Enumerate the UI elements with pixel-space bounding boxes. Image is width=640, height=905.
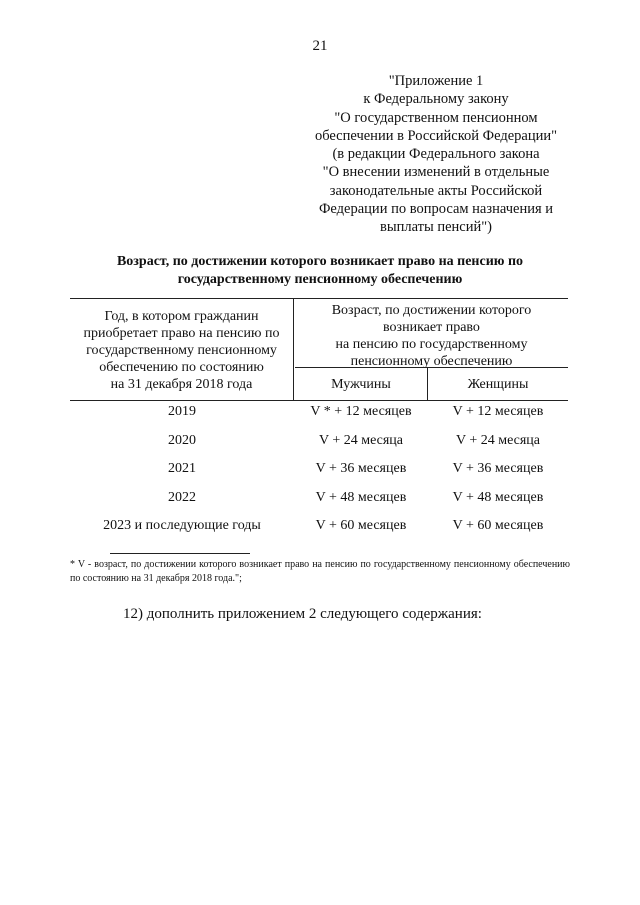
appendix-line: "О внесении изменений в отдельные bbox=[322, 164, 550, 181]
table-row bbox=[70, 486, 568, 515]
appendix-line: "О государственном пенсионном bbox=[334, 109, 538, 126]
year-cell: 2022 bbox=[168, 489, 196, 505]
year-cell: 2020 bbox=[168, 432, 196, 448]
table-row bbox=[70, 457, 568, 486]
table-row bbox=[70, 400, 568, 429]
year-column-header: Год, в котором гражданин приобретает право на пенсию по государственному пенсионному обеспечению по состоянию на 31 декабря 2018 года bbox=[70, 299, 294, 400]
table-row bbox=[70, 514, 568, 543]
table-row bbox=[70, 429, 568, 458]
women-age-cell: V + 60 месяцев bbox=[452, 518, 544, 533]
footnote-divider bbox=[110, 553, 250, 554]
year-cell: 2021 bbox=[168, 461, 196, 476]
appendix-line: "Приложение 1 bbox=[388, 73, 484, 89]
men-age-cell: V * + 12 месяцев bbox=[310, 404, 412, 419]
year-cell: 2019 bbox=[168, 404, 196, 419]
gender-subheader bbox=[295, 367, 568, 401]
age-group-header: Возраст, по достижении которого возникает право на пенсию по государственному пенсионному обеспечению bbox=[331, 303, 532, 369]
table-header bbox=[70, 298, 568, 401]
appendix-line: выплаты пенсий") bbox=[379, 219, 492, 236]
men-age-cell: V + 60 месяцев bbox=[315, 518, 407, 533]
amendment-clause: 12) дополнить приложением 2 следующего содержания: bbox=[123, 606, 482, 622]
year-cell: 2023 и последующие годы bbox=[103, 518, 261, 533]
men-age-cell: V + 36 месяцев bbox=[315, 461, 407, 476]
men-age-cell: V + 48 месяцев bbox=[315, 489, 407, 505]
table-title-line: государственному пенсионному обеспечению bbox=[177, 272, 463, 287]
appendix-line: (в редакции Федерального закона bbox=[332, 146, 540, 163]
appendix-header bbox=[312, 72, 560, 237]
appendix-line: к Федеральному закону bbox=[363, 91, 509, 108]
men-age-cell: V + 24 месяца bbox=[318, 432, 404, 448]
women-age-cell: V + 48 месяцев bbox=[452, 489, 544, 505]
women-column-header: Женщины bbox=[467, 377, 529, 392]
appendix-line: обеспечении в Российской Федерации" bbox=[314, 127, 558, 144]
women-age-cell: V + 36 месяцев bbox=[452, 461, 544, 476]
footnote: * V - возраст, по достижении которого возникает право на пенсию по государственному пенсионному обеспечению по состоянию на 31 декабря 2018 года."; bbox=[70, 559, 570, 584]
table-title-line: Возраст, по достижении которого возникает право на пенсию по bbox=[116, 254, 524, 269]
appendix-line: Федерации по вопросам назначения и bbox=[318, 201, 554, 218]
men-column-header: Мужчины bbox=[295, 368, 428, 401]
table-title bbox=[70, 253, 570, 289]
women-age-cell: V + 12 месяцев bbox=[452, 404, 544, 419]
appendix-line: законодательные акты Российской bbox=[329, 182, 543, 199]
women-age-cell: V + 24 месяца bbox=[455, 432, 541, 448]
page-number: 21 bbox=[312, 38, 328, 54]
table-body bbox=[70, 400, 568, 543]
